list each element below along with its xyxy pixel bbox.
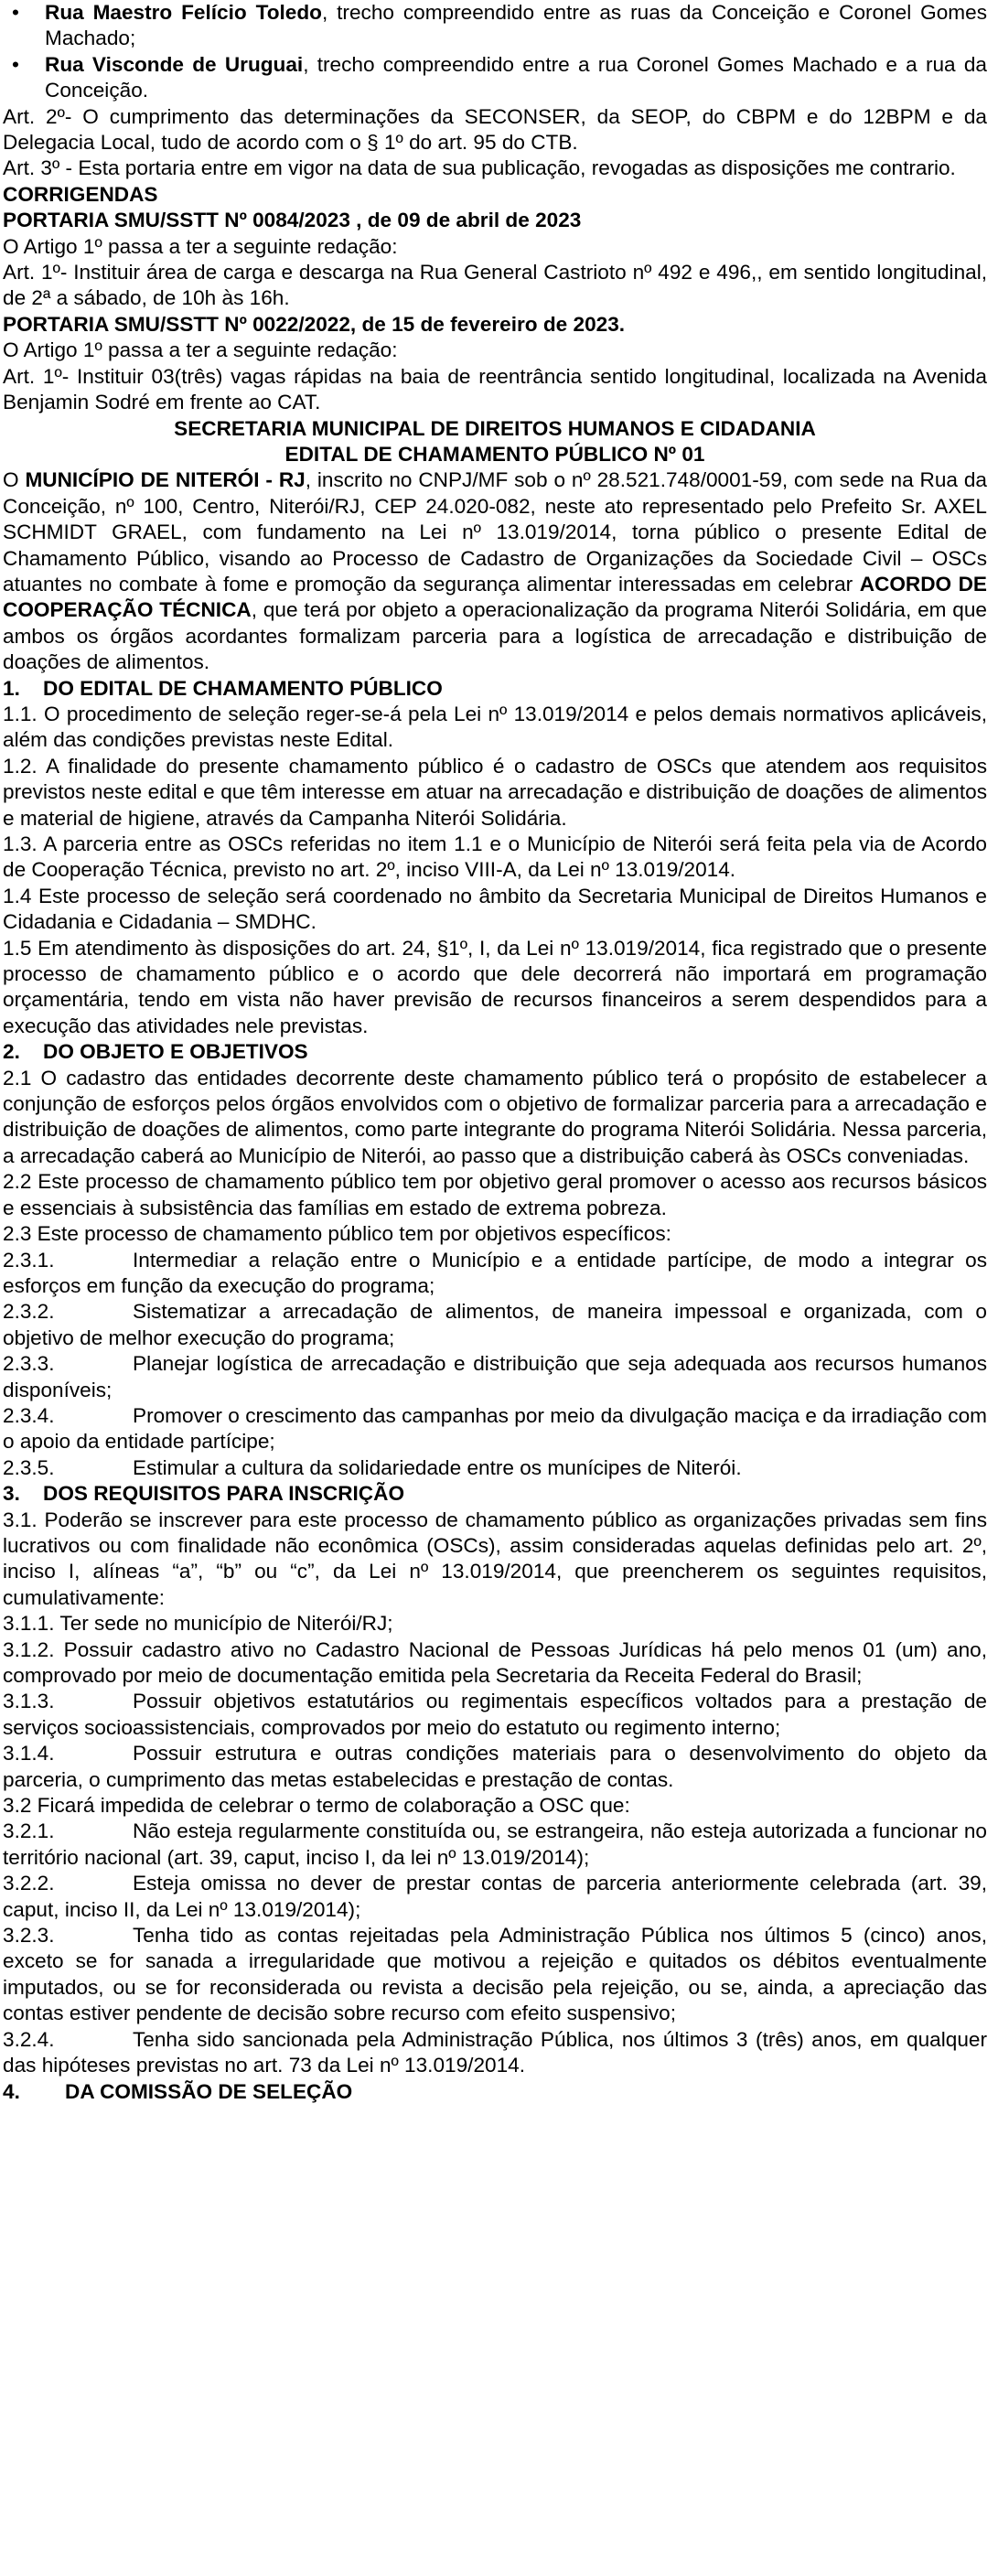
- edital-title: EDITAL DE CHAMAMENTO PÚBLICO Nº 01: [284, 442, 705, 466]
- secretaria-heading: SECRETARIA MUNICIPAL DE DIREITOS HUMANOS E CIDADANIA: [174, 416, 816, 440]
- list-item: [3, 1455, 987, 1481]
- intro-text: , que terá por objeto a operacionalização da programa Niterói Solidária, em que ambos os órgãos acordantes formalizam parceria para a logística de arrecadação e distribuição de doações de alimentos.: [3, 598, 987, 674]
- item-text: Não esteja regularmente constituída ou, se estrangeira, não esteja autorizada a funcionar no território nacional (art. 39, caput, inciso I, da lei nº 13.019/2014);: [3, 1819, 987, 1869]
- list-item: [3, 1819, 987, 1871]
- item-text: Estimular a cultura da solidariedade entre os munícipes de Niterói.: [133, 1455, 742, 1479]
- item-number: 2.3.3.: [3, 1352, 55, 1376]
- paragraph: 1.4 Este processo de seleção será coordenado no âmbito da Secretaria Municipal de Direitos Humanos e Cidadania e Cidadania – SMDHC.: [3, 884, 987, 934]
- item-text: Intermediar a relação entre o Município e a entidade partícipe, de modo a integrar os esforços em função da execução do programa;: [3, 1248, 987, 1297]
- section-heading: [3, 2079, 987, 2105]
- item-number: 3.2.2.: [3, 1872, 55, 1895]
- item-text: Tenha tido as contas rejeitadas pela Administração Pública nos últimos 5 (cinco) anos, exceto se for sanada a irregularidade que motivou a rejeição e quitados os débitos eventualmente imputados, ou se for reconsiderada ou revista a decisão pela rejeição, ou se, ainda, a apreciação das contas estiver pendente de decisão sobre recurso com efeito suspensivo;: [3, 1924, 987, 2025]
- section-title: DOS REQUISITOS PARA INSCRIÇÃO: [43, 1482, 405, 1506]
- article-3: Art. 3º - Esta portaria entre em vigor na data de sua publicação, revogadas as disposições me contrario.: [3, 156, 956, 180]
- section-number: 1.: [3, 676, 20, 700]
- edital-intro: [3, 467, 987, 675]
- street-name: Rua Visconde de Uruguai: [45, 52, 304, 76]
- section-title: DA COMISSÃO DE SELEÇÃO: [65, 2079, 353, 2103]
- paragraph: 2.2 Este processo de chamamento público tem por objetivo geral promover o acesso aos recursos básicos e essenciais à subsistência das famílias em estado de extrema pobreza.: [3, 1170, 987, 1219]
- paragraph: 1.5 Em atendimento às disposições do art. 24, §1º, I, da Lei nº 13.019/2014, fica registrado que o presente processo de chamamento público e o acordo que dele decorrerá não importará em programação orçamentária, tendo em vista não haver previsão de recursos financeiros a serem despendidos para a execução das atividades nele previstas.: [3, 936, 987, 1037]
- section-number: 2.: [3, 1040, 20, 1064]
- section-heading: [3, 676, 987, 702]
- list-item: [3, 1741, 987, 1793]
- section-title: DO OBJETO E OBJETIVOS: [43, 1040, 308, 1064]
- portaria-title: PORTARIA SMU/SSTT Nº 0022/2022, de 15 de fevereiro de 2023.: [3, 312, 626, 336]
- municipio-name: MUNICÍPIO DE NITERÓI - RJ: [25, 468, 306, 492]
- paragraph: 3.1.2. Possuir cadastro ativo no Cadastro Nacional de Pessoas Jurídicas há pelo menos 01 (um) ano, comprovado por meio de documentação emitida pela Secretaria da Receita Federal do Brasil;: [3, 1637, 987, 1687]
- item-number: 2.3.1.: [3, 1248, 55, 1272]
- bullet-text: , trecho compreendido entre a rua Coronel Gomes Machado e a rua da Conceição.: [45, 52, 987, 102]
- paragraph: O Artigo 1º passa a ter a seguinte redação:: [3, 338, 398, 362]
- list-item: [3, 1351, 987, 1403]
- list-item: [3, 1403, 987, 1455]
- list-item: [3, 1248, 987, 1300]
- paragraph: 3.1.1. Ter sede no município de Niterói/RJ;: [3, 1612, 393, 1636]
- item-text: Tenha sido sancionada pela Administração Pública, nos últimos 3 (três) anos, em qualquer das hipóteses previstas no art. 73 da Lei nº 13.019/2014.: [3, 2027, 987, 2077]
- bullet-item: [3, 0, 987, 52]
- paragraph: 1.2. A finalidade do presente chamamento público é o cadastro de OSCs que atendem aos requisitos previstos neste edital e que têm interesse em atuar na arrecadação e distribuição de doações de alimentos e material de higiene, através da Campanha Niterói Solidária.: [3, 754, 987, 830]
- item-text: Esteja omissa no dever de prestar contas de parceria anteriormente celebrada (art. 39, caput, inciso II, da Lei nº 13.019/2014);: [3, 1872, 987, 1921]
- paragraph: Art. 1º- Instituir 03(três) vagas rápidas na baia de reentrância sentido longitudinal, localizada na Avenida Benjamin Sodré em frente ao CAT.: [3, 364, 987, 414]
- item-number: 3.1.4.: [3, 1742, 55, 1766]
- paragraph: 1.1. O procedimento de seleção reger-se-á pela Lei nº 13.019/2014 e pelos demais normativos aplicáveis, além das condições previstas neste Edital.: [3, 702, 987, 752]
- list-item: [3, 1871, 987, 1923]
- item-number: 2.3.5.: [3, 1455, 55, 1479]
- paragraph: O Artigo 1º passa a ter a seguinte redação:: [3, 234, 398, 258]
- item-text: Planejar logística de arrecadação e distribuição que seja adequada aos recursos humanos disponíveis;: [3, 1352, 987, 1401]
- section-heading: [3, 1481, 987, 1507]
- item-text: Promover o crescimento das campanhas por meio da divulgação maciça e da irradiação com o apoio da entidade partícipe;: [3, 1403, 987, 1454]
- list-item: [3, 1923, 987, 2027]
- paragraph: 1.3. A parceria entre as OSCs referidas no item 1.1 e o Município de Niterói será feita pela via de Acordo de Cooperação Técnica, previsto no art. 2º, inciso VIII-A, da Lei nº 13.019/2014.: [3, 832, 987, 882]
- item-text: Possuir objetivos estatutários ou regimentais específicos voltados para a prestação de serviços socioassistenciais, comprovados por meio do estatuto ou regimento interno;: [3, 1690, 987, 1739]
- paragraph: 2.1 O cadastro das entidades decorrente deste chamamento público terá o propósito de estabelecer a conjunção de esforços pelos órgãos envolvidos com o objetivo de formalizar parceria para a arrecadação e distribuição de doações de alimentos, como parte integrante do programa Niterói Solidária. Nessa parceria, a arrecadação caberá ao Município de Niterói, ao passo que a distribuição caberá às OSCs conveniadas.: [3, 1066, 987, 1167]
- bullet-item: [3, 52, 987, 104]
- corrigendas-heading: CORRIGENDAS: [3, 182, 158, 206]
- article-2: Art. 2º- O cumprimento das determinações da SECONSER, da SEOP, do CBPM e do 12BPM e da Delegacia Local, tudo de acordo com o § 1º do art. 95 do CTB.: [3, 104, 987, 155]
- list-item: [3, 1299, 987, 1351]
- paragraph: 2.3 Este processo de chamamento público tem por objetivos específicos:: [3, 1222, 671, 1246]
- item-number: 3.2.3.: [3, 1924, 55, 1948]
- section-heading: [3, 1039, 987, 1065]
- acordo-name: ACORDO DE COOPERAÇÃO TÉCNICA: [3, 572, 988, 622]
- paragraph: Art. 1º- Instituir área de carga e descarga na Rua General Castrioto nº 492 e 496,, em sentido longitudinal, de 2ª a sábado, de 10h às 16h.: [3, 261, 987, 310]
- bullet-text: , trecho compreendido entre as ruas da Conceição e Coronel Gomes Machado;: [45, 1, 987, 50]
- intro-text: O: [3, 468, 26, 492]
- intro-text: , inscrito no CNPJ/MF sob o nº 28.521.748/0001-59, com sede na Rua da Conceição, nº 100, Centro, Niterói/RJ, CEP 24.020-082, neste ato representado pelo Prefeito Sr. AXEL SCHMIDT GRAEL, com fundamento na Lei nº 13.019/2014, torna público o presente Edital de Chamamento Público, visando ao Processo de Cadastro de Organizações da Sociedade Civil – OSCs atuantes no combate à fome e promoção da segurança alimentar interessadas em celebrar: [3, 468, 987, 596]
- item-text: Possuir estrutura e outras condições materiais para o desenvolvimento do objeto da parceria, o cumprimento das metas estabelecidas e prestação de contas.: [3, 1742, 987, 1791]
- section-number: 4.: [3, 2079, 20, 2103]
- paragraph: 3.2 Ficará impedida de celebrar o termo de colaboração a OSC que:: [3, 1794, 630, 1818]
- list-item: [3, 1689, 987, 1741]
- paragraph: 3.1. Poderão se inscrever para este processo de chamamento público as organizações privadas sem fins lucrativos ou com finalidade não econômica (OSCs), assim consideradas aquelas definidas pelo art. 2º, inciso I, alíneas “a”, “b” ou “c”, da Lei nº 13.019/2014, que preencherem os seguintes requisitos, cumulativamente:: [3, 1508, 987, 1609]
- item-number: 2.3.4.: [3, 1403, 55, 1427]
- item-number: 3.2.1.: [3, 1819, 55, 1843]
- section-title: DO EDITAL DE CHAMAMENTO PÚBLICO: [43, 676, 443, 700]
- item-number: 3.2.4.: [3, 2027, 55, 2051]
- list-item: [3, 2027, 987, 2079]
- item-number: 3.1.3.: [3, 1690, 55, 1713]
- portaria-title: PORTARIA SMU/SSTT Nº 0084/2023 , de 09 de abril de 2023: [3, 209, 582, 232]
- section-number: 3.: [3, 1482, 20, 1506]
- item-number: 2.3.2.: [3, 1300, 55, 1324]
- item-text: Sistematizar a arrecadação de alimentos, de maneira impessoal e organizada, com o objetivo de melhor execução do programa;: [3, 1300, 987, 1349]
- street-name: Rua Maestro Felício Toledo: [45, 1, 322, 24]
